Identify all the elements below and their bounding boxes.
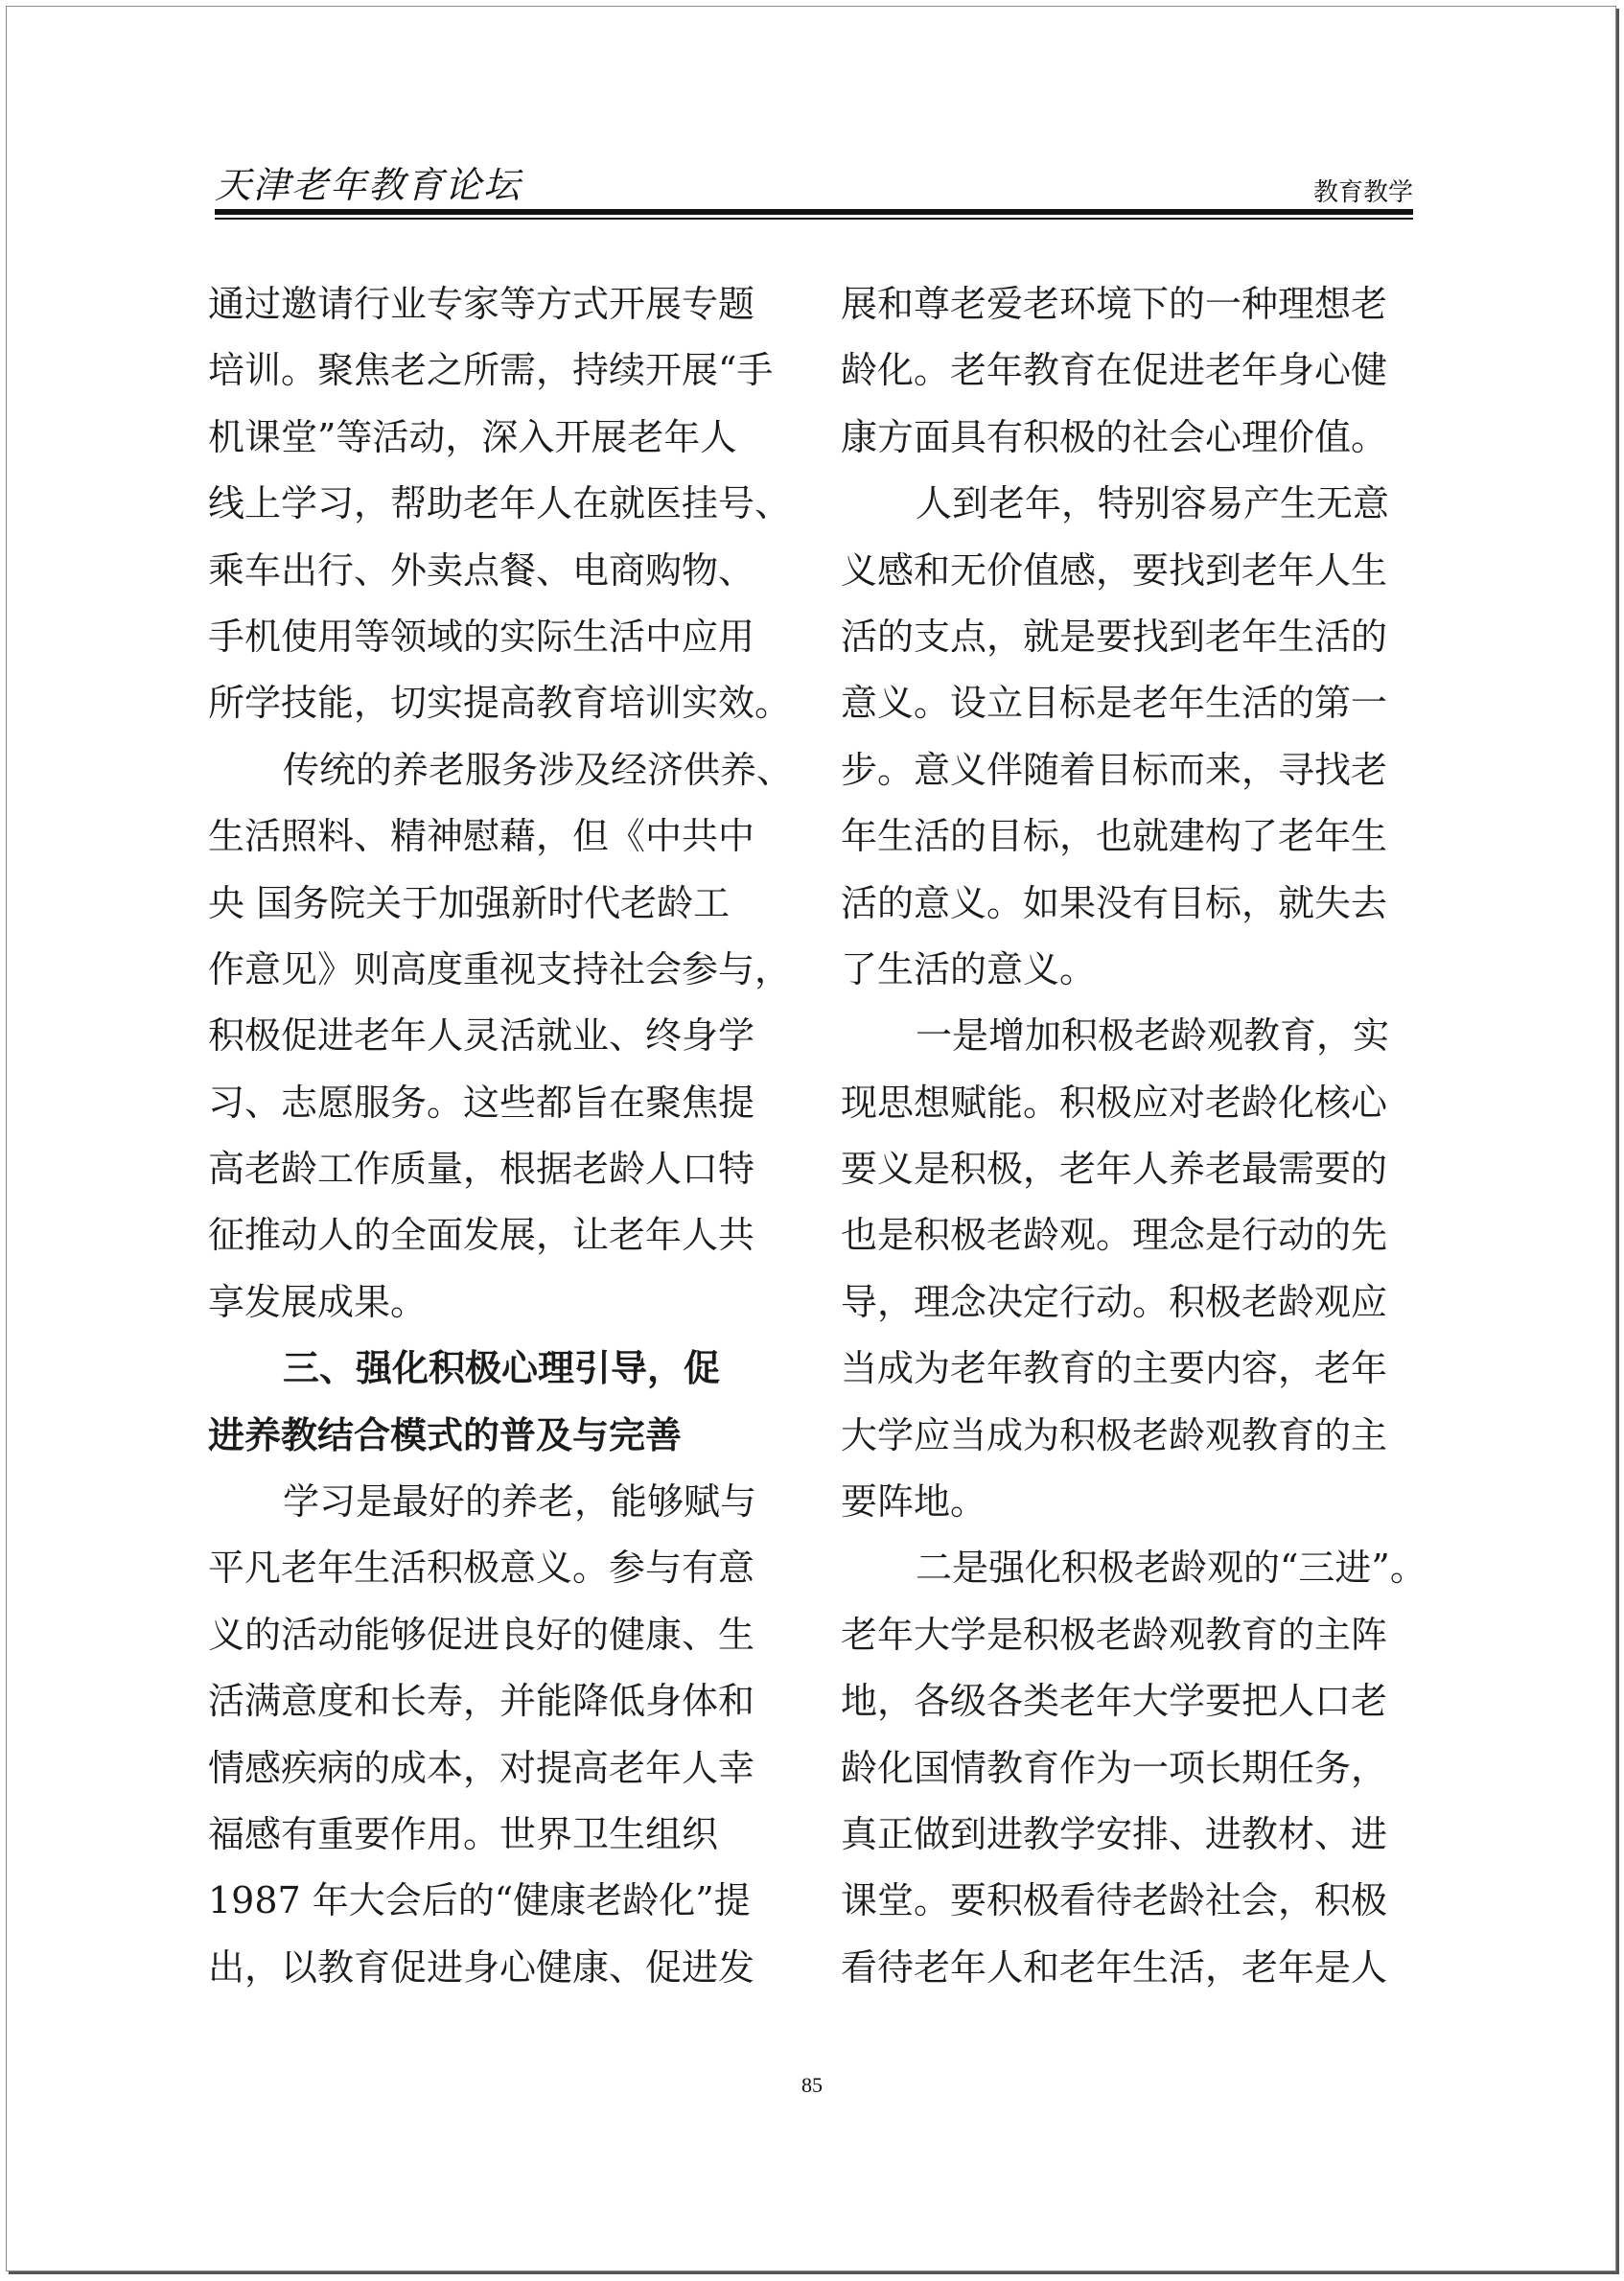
text-line: 出，以教育促进身心健康、促进发 [208, 1945, 755, 1989]
text-line: 步。意义伴随着目标而来，寻找老 [841, 748, 1388, 791]
text-line: 要阵地。 [841, 1480, 987, 1524]
text-line: 地，各级各类老年大学要把人口老 [841, 1680, 1388, 1723]
section-heading: 进养教结合模式的普及与完善 [208, 1413, 683, 1456]
text-line: 义的活动能够促进良好的健康、生 [208, 1613, 755, 1656]
text-line: 福感有重要作用。世界卫生组织 [208, 1812, 719, 1855]
text-line: 活满意度和长寿，并能降低身体和 [208, 1680, 755, 1723]
text-line: 当成为老年教育的主要内容，老年 [841, 1347, 1388, 1390]
text-line: 意义。设立目标是老年生活的第一 [841, 682, 1388, 725]
text-line: 1987 年大会后的“健康老龄化”提 [208, 1879, 751, 1922]
text-line: 征推动人的全面发展，让老年人共 [208, 1214, 755, 1257]
text-line: 活的支点，就是要找到老年生活的 [841, 615, 1388, 658]
text-line: 康方面具有积极的社会心理价值。 [841, 415, 1388, 458]
text-line: 大学应当成为积极老龄观教育的主 [841, 1413, 1388, 1456]
text-line: 高老龄工作质量，根据老龄人口特 [208, 1148, 755, 1191]
text-line: 真正做到进教学安排、进教材、进 [841, 1812, 1388, 1855]
paragraph-start-line: 一是增加积极老龄观教育，实 [916, 1014, 1390, 1058]
text-line: 培训。聚焦老之所需，持续开展“手 [208, 349, 774, 392]
text-line: 乘车出行、外卖点餐、电商购物、 [208, 548, 755, 592]
text-line: 年生活的目标，也就建构了老年生 [841, 815, 1388, 858]
text-line: 享发展成果。 [208, 1280, 428, 1323]
text-line: 义感和无价值感，要找到老年人生 [841, 548, 1388, 592]
section-label: 教育教学 [1312, 178, 1413, 207]
text-line: 所学技能，切实提高教育培训实效。 [208, 682, 792, 725]
text-line: 作意见》则高度重视支持社会参与， [208, 947, 792, 990]
text-line: 了生活的意义。 [841, 947, 1097, 990]
text-line: 展和尊老爱老环境下的一种理想老 [841, 283, 1388, 325]
paragraph-start-line: 学习是最好的养老，能够赋与 [283, 1480, 757, 1524]
text-line: 机课堂”等活动，深入开展老年人 [208, 415, 737, 458]
text-line: 活的意义。如果没有目标，就失去 [841, 881, 1388, 924]
text-line: 龄化。老年教育在促进老年身心健 [841, 349, 1388, 392]
text-line: 央 国务院关于加强新时代老龄工 [208, 881, 731, 924]
paragraph-start-line: 二是强化积极老龄观的“三进”。 [916, 1547, 1427, 1590]
text-line: 导，理念决定行动。积极老龄观应 [841, 1280, 1388, 1323]
text-line: 老年大学是积极老龄观教育的主阵 [841, 1613, 1388, 1656]
text-line: 看待老年人和老年生活，老年是人 [841, 1945, 1388, 1989]
text-line: 通过邀请行业专家等方式开展专题 [208, 283, 755, 325]
header-rule-thin [215, 218, 1413, 220]
paragraph-start-line: 传统的养老服务涉及经济供养、 [283, 748, 794, 791]
text-line: 情感疾病的成本，对提高老年人幸 [208, 1746, 755, 1789]
text-line: 课堂。要积极看待老龄社会，积极 [841, 1879, 1388, 1922]
text-line: 现思想赋能。积极应对老龄化核心 [841, 1081, 1388, 1124]
text-line: 线上学习，帮助老年人在就医挂号、 [208, 482, 792, 525]
text-line: 手机使用等领域的实际生活中应用 [208, 615, 755, 658]
text-line: 要义是积极，老年人养老最需要的 [841, 1148, 1388, 1191]
journal-masthead-logo: 天津老年教育论坛 [215, 164, 522, 206]
text-line: 积极促进老年人灵活就业、终身学 [208, 1014, 755, 1058]
text-line: 也是积极老龄观。理念是行动的先 [841, 1214, 1388, 1257]
text-line: 习、志愿服务。这些都旨在聚焦提 [208, 1081, 755, 1124]
section-heading: 三、强化积极心理引导，促 [283, 1347, 721, 1390]
text-line: 生活照料、精神慰藉，但《中共中 [208, 815, 755, 858]
paragraph-start-line: 人到老年，特别容易产生无意 [916, 482, 1390, 525]
page-number: 85 [801, 2073, 823, 2097]
left-column [208, 271, 794, 2001]
text-line: 龄化国情教育作为一项长期任务， [841, 1746, 1388, 1789]
header-rule-thick [215, 209, 1413, 215]
right-column [841, 271, 1427, 2001]
text-line: 平凡老年生活积极意义。参与有意 [208, 1547, 755, 1590]
